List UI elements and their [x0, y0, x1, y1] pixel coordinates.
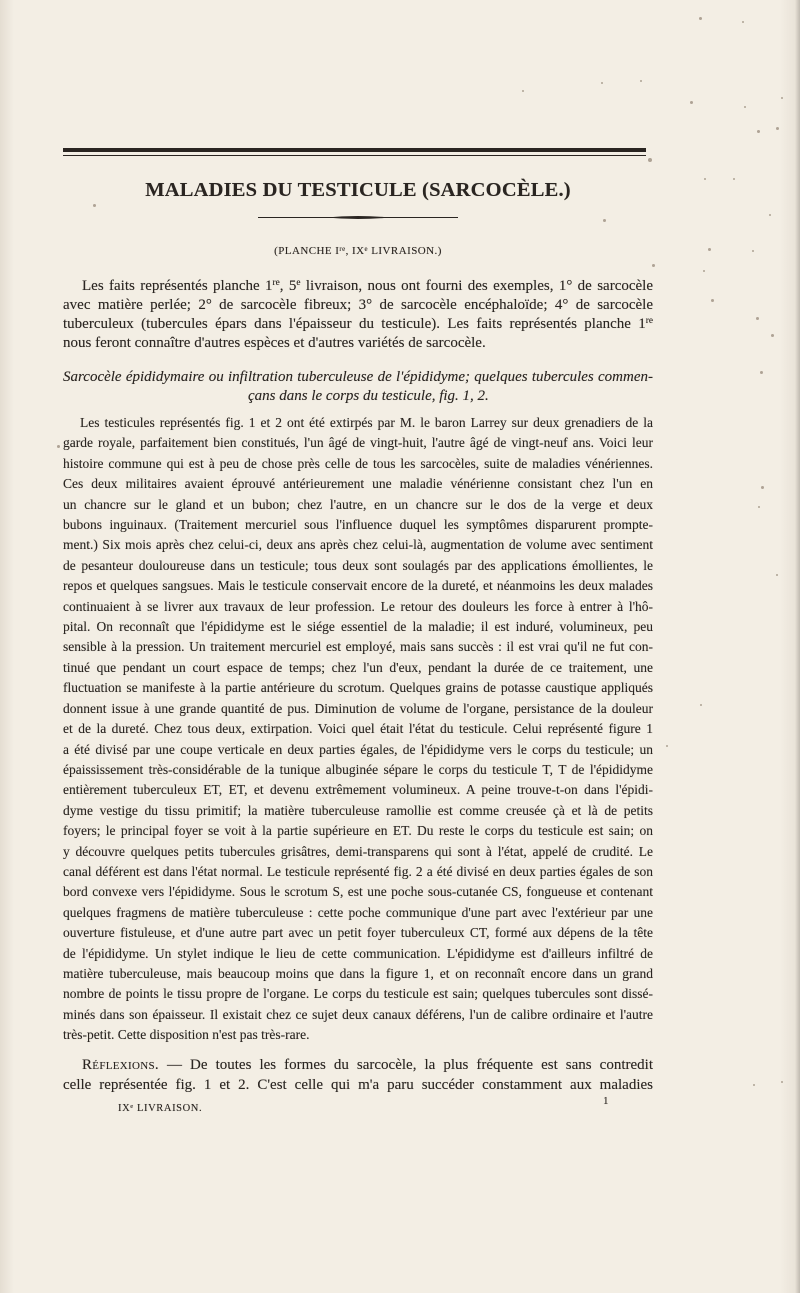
- paper-speck: [760, 371, 763, 374]
- body-line: fluctuation se manifeste à la partie antérieure du scrotum. Quelques grains de potasse caustique appliqués: [63, 680, 653, 696]
- text-run: livraison, nous ont fourni des exemples, 1° de sarcocèle: [300, 278, 653, 294]
- text-run: , 5: [279, 278, 297, 294]
- superscript: e: [364, 245, 369, 253]
- text-run: Les faits représentés planche 1: [82, 278, 273, 294]
- body-line: très-petit. Cette disposition n'est pas très-rare.: [63, 1027, 310, 1043]
- reflexions-line: celle représentée fig. 1 et 2. C'est celle qui m'a paru succéder constamment aux maladies: [63, 1077, 653, 1093]
- header-rule-thin: [63, 155, 646, 156]
- header-rule-thick: [63, 148, 646, 152]
- paper-speck: [603, 219, 606, 222]
- paper-speck: [666, 745, 668, 747]
- body-line: matière tuberculeuse, mais beaucoup moins que dans la figure 1, et on reconnaît encore dans un grand: [63, 965, 653, 981]
- paper-speck: [57, 445, 60, 448]
- body-line: Les testicules représentés fig. 1 et 2 ont été extirpés par M. le baron Larrey sur deux grenadiers de la: [80, 415, 653, 430]
- paper-speck: [757, 130, 760, 133]
- paper-speck: [771, 334, 774, 337]
- paper-speck: [761, 486, 764, 489]
- superscript: re: [272, 278, 280, 289]
- section-heading: [63, 368, 653, 406]
- body-line: ment.) Six mois après chez celui-ci, deux ans après chez celui-là, augmentation de volume avec sentiment: [63, 537, 653, 553]
- section-heading-line: Sarcocèle épididymaire ou infiltration tuberculeuse de l'épididyme; quelques tubercules commen-: [63, 369, 653, 385]
- intro-line: nous feront connaître d'autres espèces et d'autres variétés de sarcocèle.: [63, 335, 486, 351]
- superscript: e: [130, 1102, 134, 1110]
- paper-speck: [640, 80, 642, 82]
- paper-speck: [776, 574, 778, 576]
- text-run: IX: [118, 1103, 131, 1114]
- text-run: , IX: [345, 245, 365, 257]
- body-paragraph: [63, 413, 653, 1046]
- body-line: épaississement très-considérable de la tunique albuginée sépare le corps du testicule T, T de l'épididyme: [63, 761, 653, 777]
- body-line: repos et quelques sangsues. Mais le testicule conservait encore de la dureté, et néanmoins les deux malades: [63, 578, 653, 594]
- paper-speck: [711, 299, 714, 302]
- intro-paragraph: [63, 277, 653, 353]
- body-line: a été divisé par une coupe verticale en deux parties égales, de l'épididyme vers le corps du testicule; un: [63, 741, 653, 757]
- body-line: y découvre quelques petits tubercules grisâtres, demi-transparens qui sont à l'état, appelé de crudité. Le: [63, 843, 653, 859]
- paper-speck: [703, 270, 705, 272]
- body-line: bubons inguinaux. (Traitement mercuriel sous l'influence duquel les symptômes disparurent prompte-: [63, 517, 653, 533]
- title-rule: [258, 213, 458, 222]
- body-line: Ces deux militaires avaient éprouvé antérieurement une maladie vénérienne consistant chez l'un en: [63, 476, 653, 492]
- paper-speck: [93, 204, 96, 207]
- text-run: tuberculeux (tubercules épars dans l'épaisseur du testicule). Les faits représentés planche 1: [63, 316, 646, 332]
- body-line: quelques fragmens de matière tuberculeuse : cette poche communique d'une part avec l'extérieur par une: [63, 904, 653, 920]
- body-line: et de la dureté. Chez tous deux, extirpation. Voici quel était l'état du testicule. Celui représenté figure 1: [63, 721, 653, 737]
- body-line: ouverture fistuleuse, et d'une autre part avec un petit foyer tuberculeux CT, formé aux dépens de la tête: [63, 925, 653, 941]
- paper-speck: [781, 97, 783, 99]
- paper-speck: [744, 106, 746, 108]
- body-line: un chancre sur le gland et un bubon; chez l'autre, en un chancre sur le dos de la verge et deux: [63, 496, 653, 512]
- intro-line: [63, 315, 653, 334]
- paper-speck: [652, 264, 655, 267]
- paper-speck: [752, 250, 754, 252]
- body-line: sensible à la pression. Un traitement mercuriel est employé, mais sans succès : il est vrai qu'il ne fut con-: [63, 639, 653, 655]
- paper-speck: [699, 17, 702, 20]
- reflexions-line: [63, 1055, 653, 1075]
- body-line: minés dans son épaisseur. Il existait chez ce sujet deux canaux déférens, l'un de calibre ordinaire et l'autre: [63, 1006, 653, 1022]
- paper-speck: [601, 82, 603, 84]
- body-line: de pesanteur douloureuse dans un testicule; tous deux sont soulagés par des applications émollientes, le: [63, 557, 653, 573]
- footer-signature: [118, 1102, 202, 1115]
- body-line: canal déférent est dans l'état normal. Le testicule représenté fig. 2 a été divisé en deux parties égales de son: [63, 863, 653, 879]
- page-number: 1: [603, 1095, 609, 1107]
- body-line: tinué que pendant un court espace de temps; chez l'un d'eux, pendant la durée de ce traitement, une: [63, 659, 653, 675]
- paper-speck: [708, 248, 711, 251]
- body-line: dyme vestige du tissu primitif; la matière tuberculeuse ramollie est comme creusée çà et là de petits: [63, 802, 653, 818]
- text-run: LIVRAISON.: [133, 1103, 203, 1114]
- text-run: LIVRAISON.): [368, 245, 442, 257]
- reflexions-paragraph: [63, 1055, 653, 1095]
- paper-speck: [522, 90, 524, 92]
- body-line: histoire commune qui est à peu de chose près celle de tous les sarcocèles, suite de maladies vénériennes.: [63, 455, 653, 471]
- paper-speck: [704, 178, 706, 180]
- body-line: entièrement tuberculeux ET, ET, et devenu extrêmement volumineux. A peine trouve-t-on dans l'épidi-: [63, 782, 653, 798]
- paper-speck: [769, 214, 771, 216]
- superscript: e: [296, 278, 301, 289]
- intro-line: [63, 277, 653, 296]
- paper-speck: [690, 101, 693, 104]
- paper-speck: [700, 704, 702, 706]
- section-heading-line: çans dans le corps du testicule, fig. 1, 2.: [248, 388, 489, 404]
- paper-speck: [776, 127, 779, 130]
- paper-speck: [742, 21, 744, 23]
- paper-speck: [756, 317, 759, 320]
- body-line: bord convexe vers l'épididyme. Sous le scrotum S, est une poche sous-cutanée CS, fongueuse et contenant: [63, 884, 653, 900]
- body-line: pital. On reconnaît que l'épididyme est le siége essentiel de la maladie; il est induré, volumineux, peu: [63, 619, 653, 635]
- paper-speck: [648, 158, 652, 162]
- paper-speck: [753, 1084, 755, 1086]
- page-title: MALADIES DU TESTICULE (SARCOCÈLE.): [145, 179, 571, 201]
- body-line: nombre de points le tissu propre de l'organe. Le corps du testicule est sain; quelques tubercules sont dissé-: [63, 986, 653, 1002]
- run-in-heading: Réflexions.: [82, 1057, 159, 1073]
- body-line: garde royale, parfaitement bien constitués, l'un âgé de vingt-huit, l'autre âgé de vingt-neuf ans. Voici leur: [63, 435, 653, 451]
- body-line: continuaient à se livrer aux travaux de leur profession. Le retour des douleurs les force à entrer à l'hô-: [63, 598, 653, 614]
- plate-reference: [63, 244, 653, 258]
- body-line: foyers; le principal foyer se voit à la partie supérieure en ET. Du reste le corps du testicule est sain; on: [63, 823, 653, 839]
- superscript: re: [339, 245, 346, 253]
- text-run: (PLANCHE I: [274, 245, 340, 257]
- body-line: donnent issue à une grande quantité de pus. Diminution de volume de l'organe, persistance de la douleur: [63, 700, 653, 716]
- intro-line: avec matière perlée; 2° de sarcocèle fibreux; 3° de sarcocèle encéphaloïde; 4° de sarcocèle: [63, 297, 653, 313]
- paper-speck: [758, 506, 760, 508]
- text-run: — De toutes les formes du sarcocèle, la plus fréquente est sans contredit: [158, 1057, 653, 1073]
- paper-speck: [733, 178, 735, 180]
- paper-speck: [781, 1081, 783, 1083]
- body-line: de l'épididyme. Un stylet indique le lieu de cette communication. L'épididyme est d'ailleurs infiltré de: [63, 945, 653, 961]
- superscript: re: [645, 316, 653, 327]
